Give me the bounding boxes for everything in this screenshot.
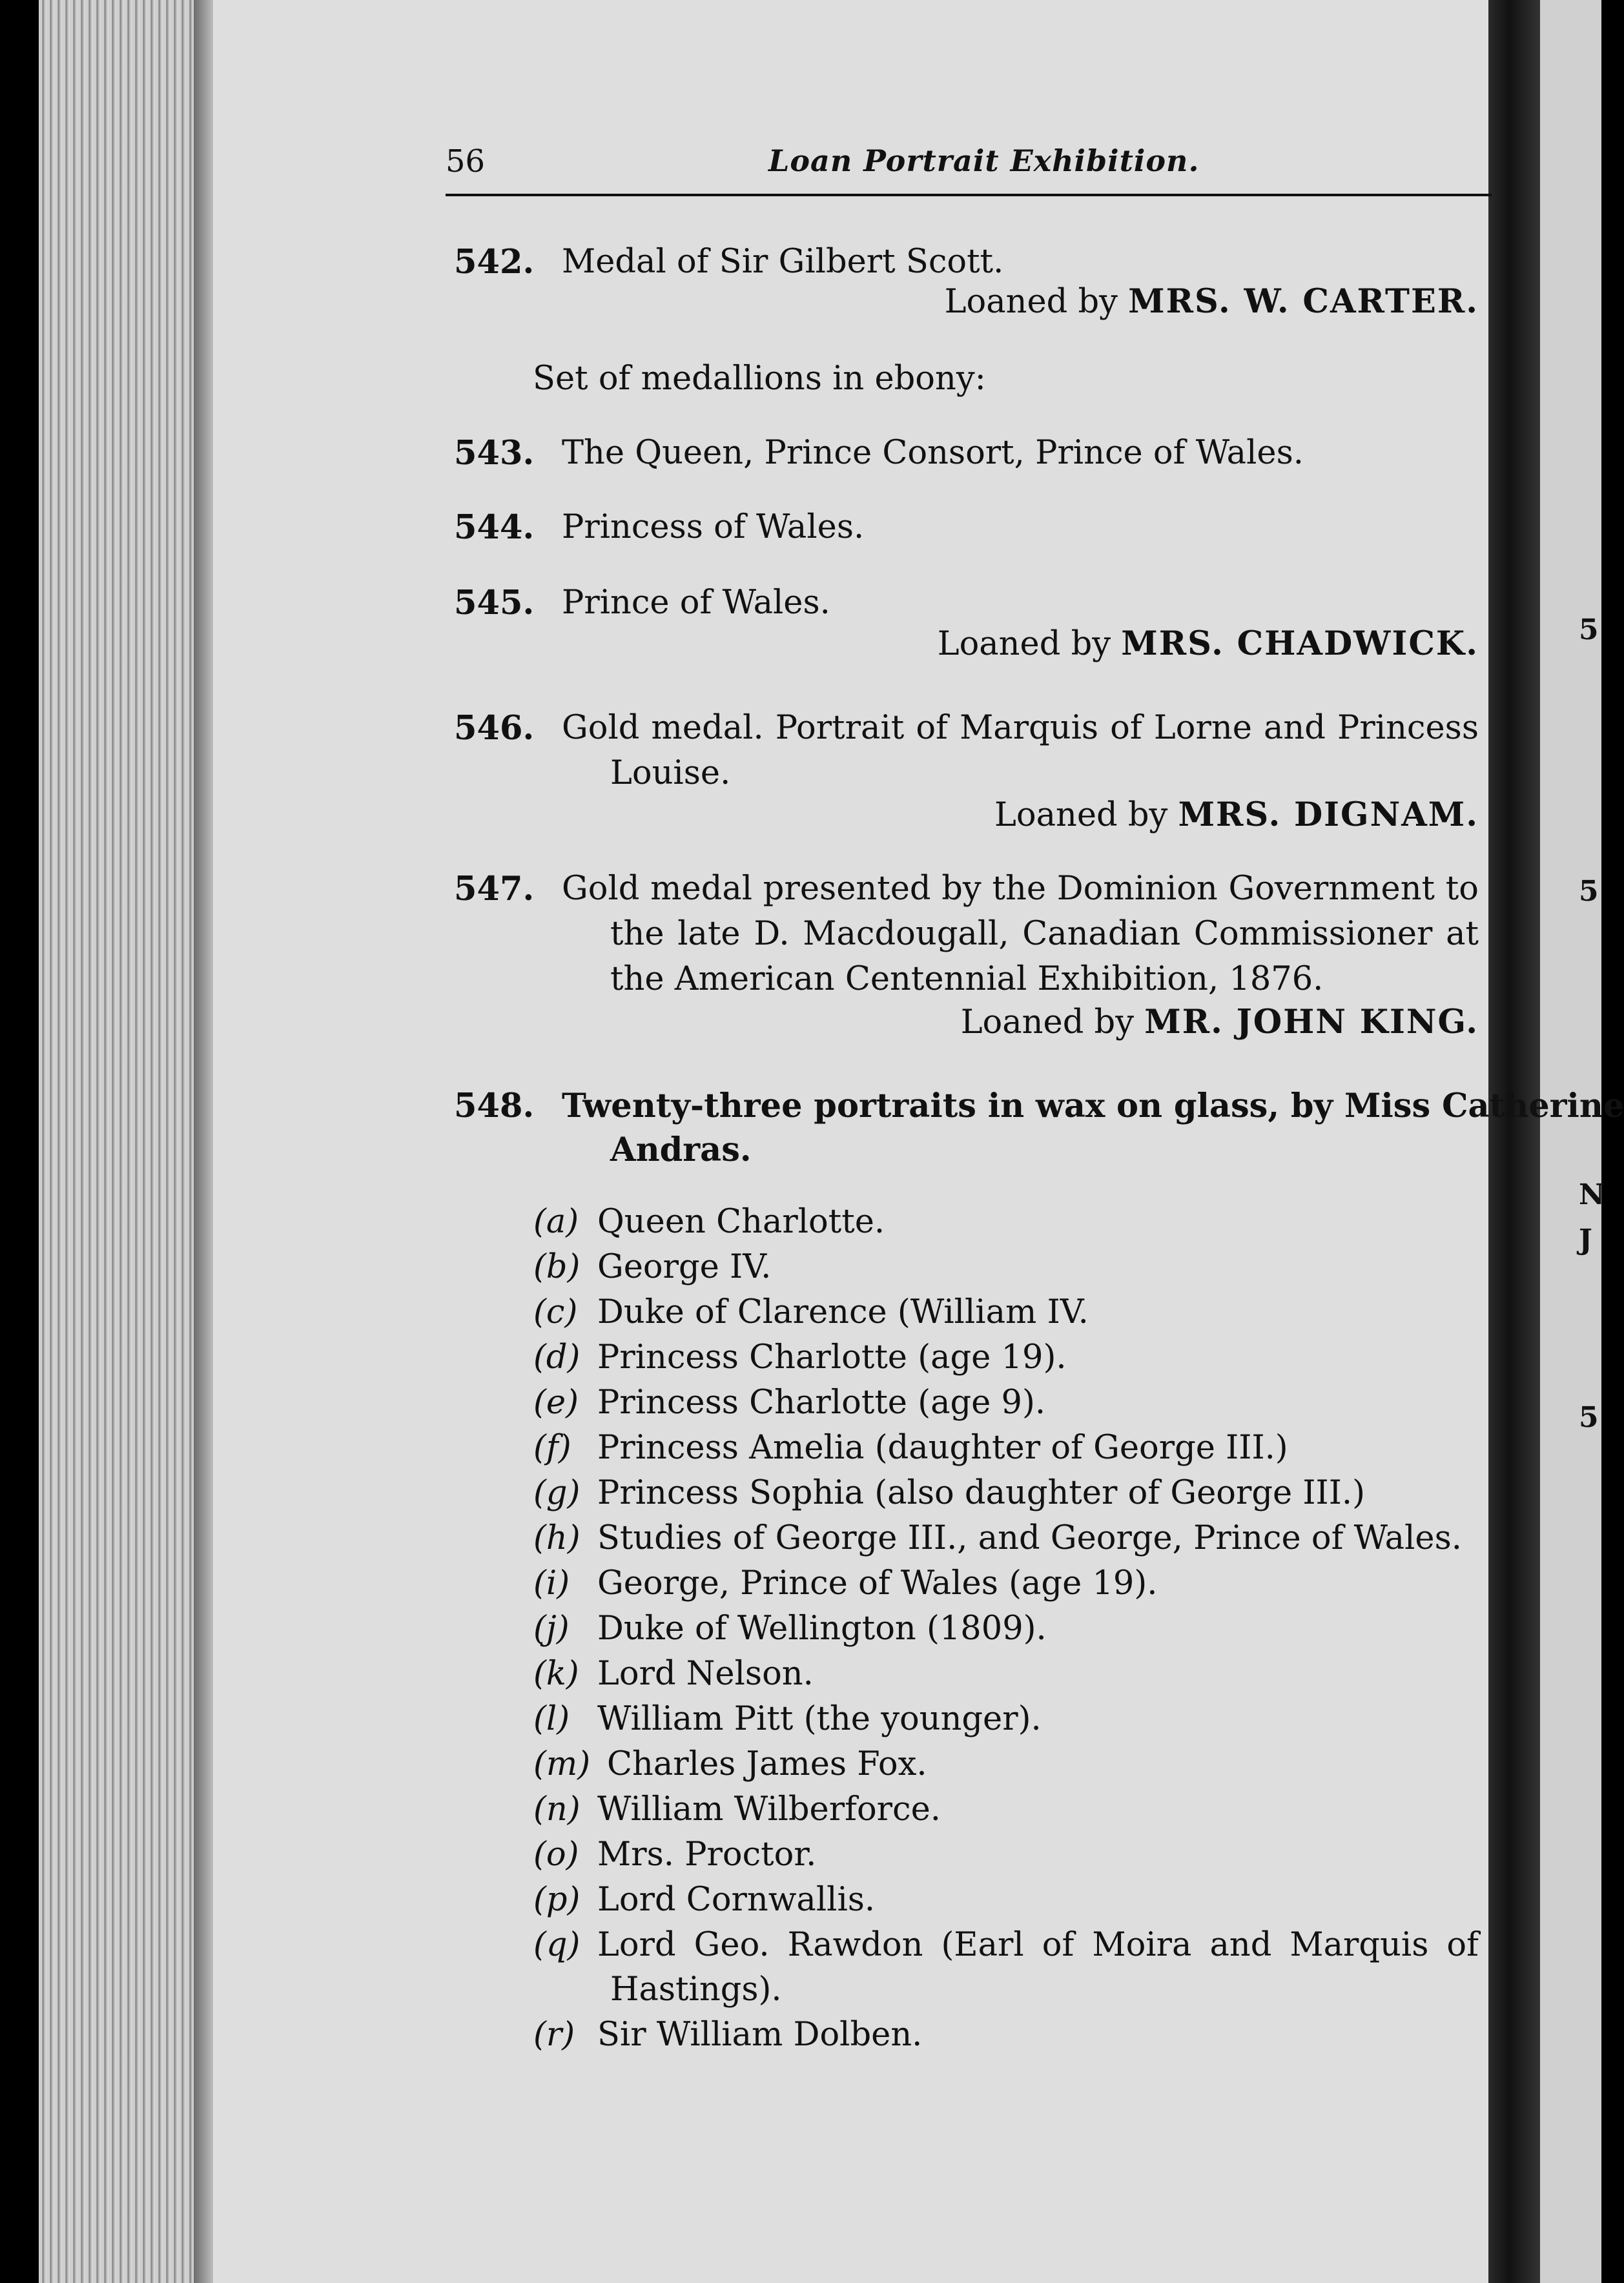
loaned-by-prefix: Loaned by <box>944 283 1118 321</box>
entry-number: 544. <box>454 508 535 547</box>
item-text: Lord Geo. Rawdon (Earl of Moira and Marquis of <box>597 1926 1479 1964</box>
entry-number: 547. <box>454 870 535 908</box>
item-text: Lord Cornwallis. <box>597 1881 876 1919</box>
section-heading: Set of medallions in ebony: <box>533 360 986 398</box>
item-letter: (k) <box>533 1655 579 1693</box>
item-letter: (b) <box>533 1248 581 1286</box>
loaned-by <box>961 1003 1479 1042</box>
entry-text-continued: the American Centennial Exhibition, 1876. <box>610 960 1324 998</box>
loaned-by <box>945 282 1479 322</box>
item-text: Charles James Fox. <box>607 1745 927 1783</box>
page-number: 56 <box>446 143 486 179</box>
entry-text: Gold medal. Portrait of Marquis of Lorne and Princess <box>562 709 1479 747</box>
lender-name: MRS. DIGNAM. <box>1178 795 1479 834</box>
item-text-continued: Hastings). <box>610 1971 782 2009</box>
entry-text: The Queen, Prince Consort, Prince of Wales. <box>562 434 1304 472</box>
facing-page-fragment: 5 <box>1579 875 1599 908</box>
item-letter: (p) <box>533 1881 581 1919</box>
facing-page-fragment: 5 <box>1579 1401 1599 1434</box>
entry-text-continued: Louise. <box>610 754 731 792</box>
item-text: Princess Sophia (also daughter of George III.) <box>597 1474 1365 1512</box>
entry-number: 543. <box>454 434 535 473</box>
item-letter: (j) <box>533 1610 570 1648</box>
entry-number: 542. <box>454 243 535 282</box>
entry-text-continued: Andras. <box>610 1131 752 1169</box>
entry-text: Twenty-three portraits in wax on glass, by Miss Catherine <box>562 1087 1624 1125</box>
lender-name: MRS. CHADWICK. <box>1121 624 1479 663</box>
item-letter: (o) <box>533 1836 579 1874</box>
item-letter: (a) <box>533 1203 579 1241</box>
lender-name: MR. JOHN KING. <box>1144 1003 1479 1041</box>
item-letter: (n) <box>533 1790 581 1828</box>
entry-text: Medal of Sir Gilbert Scott. <box>562 243 1004 281</box>
item-letter: (c) <box>533 1293 578 1331</box>
item-letter: (e) <box>533 1384 579 1422</box>
entry-text: Gold medal presented by the Dominion Government to <box>562 870 1479 908</box>
item-text: Duke of Clarence (William IV. <box>597 1293 1089 1331</box>
item-text: Princess Charlotte (age 9). <box>597 1384 1046 1422</box>
entry-number: 548. <box>454 1087 535 1125</box>
item-text: William Pitt (the younger). <box>597 1700 1042 1738</box>
entry-number: 546. <box>454 709 535 748</box>
item-text: Princess Charlotte (age 19). <box>597 1338 1067 1377</box>
item-text: Princess Amelia (daughter of George III.) <box>597 1429 1288 1467</box>
item-text: George IV. <box>597 1248 772 1286</box>
loaned-by-prefix: Loaned by <box>937 625 1111 663</box>
facing-page-fragment: 5 <box>1579 613 1599 646</box>
loaned-by <box>938 624 1479 664</box>
item-letter: (g) <box>533 1474 581 1512</box>
loaned-by-prefix: Loaned by <box>994 796 1168 834</box>
item-text: Sir William Dolben. <box>597 2016 923 2054</box>
facing-page-fragment: N <box>1579 1178 1605 1211</box>
item-letter: (h) <box>533 1519 581 1557</box>
entry-text: Princess of Wales. <box>562 508 865 546</box>
loaned-by <box>994 795 1479 835</box>
item-letter: (d) <box>533 1338 581 1377</box>
item-text: Mrs. Proctor. <box>597 1836 817 1874</box>
item-text: Duke of Wellington (1809). <box>597 1610 1047 1648</box>
loaned-by-prefix: Loaned by <box>960 1003 1135 1041</box>
item-letter: (i) <box>533 1564 570 1602</box>
entry-text: Prince of Wales. <box>562 584 830 622</box>
running-title: Loan Portrait Exhibition. <box>768 143 1200 178</box>
facing-page-fragment: J <box>1579 1223 1592 1256</box>
lender-name: MRS. W. CARTER. <box>1128 282 1479 321</box>
item-letter: (r) <box>533 2016 575 2054</box>
item-text: George, Prince of Wales (age 19). <box>597 1564 1158 1602</box>
item-text: Studies of George III., and George, Prince of Wales. <box>597 1519 1462 1557</box>
entry-number: 545. <box>454 584 535 622</box>
item-letter: (f) <box>533 1429 571 1467</box>
item-letter: (q) <box>533 1926 581 1964</box>
item-text: Lord Nelson. <box>597 1655 814 1693</box>
item-letter: (m) <box>533 1745 591 1783</box>
entry-text-continued: the late D. Macdougall, Canadian Commissioner at <box>610 915 1479 953</box>
item-text: William Wilberforce. <box>597 1790 941 1828</box>
item-letter: (l) <box>533 1700 570 1738</box>
item-text: Queen Charlotte. <box>597 1203 885 1241</box>
